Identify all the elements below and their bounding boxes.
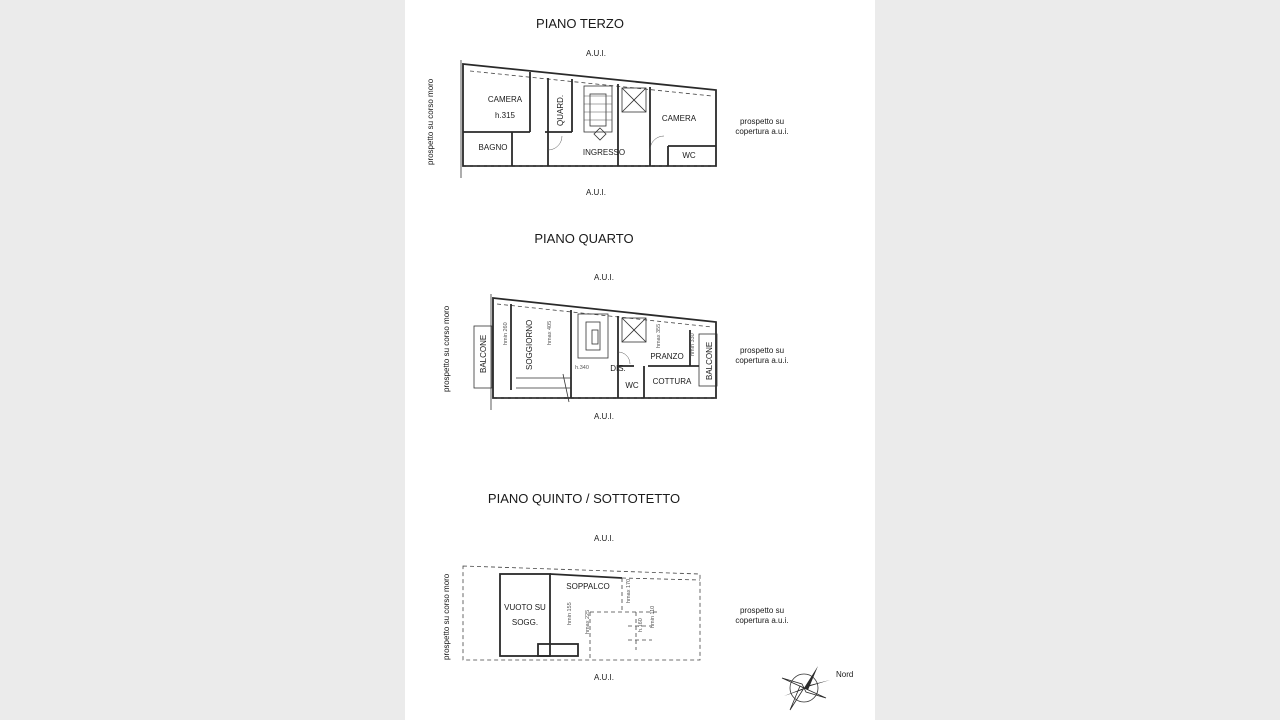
right-note-quinto-1: prospetto su	[739, 606, 785, 615]
outline-quinto	[463, 566, 700, 660]
room-camera-left-height: h.315	[494, 111, 516, 120]
left-note-terzo: prospetto su corso moro	[426, 78, 435, 165]
room-quard: QUARD.	[556, 94, 565, 126]
room-camera-right: CAMERA	[661, 114, 697, 123]
aui-bottom-quarto: A.U.I.	[593, 412, 615, 421]
room-wc-quarto: WC	[625, 381, 639, 390]
aui-top-terzo: A.U.I.	[585, 49, 607, 58]
label-hmin-110: hmin 110	[650, 605, 656, 628]
plan-piano-quinto	[442, 491, 789, 682]
room-camera-left: CAMERA	[487, 95, 523, 104]
floor-plans-drawing	[405, 0, 875, 720]
room-vuoto-1: VUOTO SU	[504, 603, 546, 612]
plan-piano-terzo	[426, 16, 789, 197]
room-soggiorno: SOGGIORNO	[525, 319, 534, 370]
right-note-terzo-2: copertura a.u.i.	[735, 127, 789, 136]
label-hmax-225: hmax 225	[585, 609, 591, 634]
plan-piano-quarto	[442, 231, 789, 421]
room-ingresso: INGRESSO	[582, 148, 626, 157]
title-piano-terzo: PIANO TERZO	[536, 16, 624, 31]
left-note-quinto: prospetto su corso moro	[442, 573, 451, 660]
title-piano-quinto: PIANO QUINTO / SOTTOTETTO	[487, 491, 681, 506]
room-balcone-right: BALCONE	[705, 341, 714, 380]
room-balcone-left: BALCONE	[479, 334, 488, 373]
room-vuoto-2: SOGG.	[511, 618, 539, 627]
room-cottura: COTTURA	[652, 377, 692, 386]
right-note-quarto-2: copertura a.u.i.	[735, 356, 789, 365]
right-note-terzo-1: prospetto su	[739, 117, 785, 126]
aui-bottom-quinto: A.U.I.	[593, 673, 615, 682]
north-label: Nord	[836, 670, 854, 679]
right-note-quinto-2: copertura a.u.i.	[735, 616, 789, 625]
room-dis: DIS.	[610, 364, 626, 373]
room-soppalco: SOPPALCO	[566, 582, 610, 591]
label-hmax-170: hmax 170	[626, 578, 632, 603]
label-hmin-260: hmin 260	[503, 322, 509, 345]
label-h-mid: h.160	[638, 618, 644, 632]
label-hmax-355: hmax 355	[656, 323, 662, 348]
aui-top-quinto: A.U.I.	[593, 534, 615, 543]
aui-top-quarto: A.U.I.	[593, 273, 615, 282]
north-arrow-icon	[782, 666, 830, 710]
label-h340: h.340	[575, 365, 589, 371]
right-note-quarto-1: prospetto su	[739, 346, 785, 355]
aui-bottom-terzo: A.U.I.	[585, 188, 607, 197]
room-bagno: BAGNO	[478, 143, 508, 152]
left-note-quarto: prospetto su corso moro	[442, 305, 451, 392]
drawing-sheet	[405, 0, 875, 720]
label-hmin-330: hmin 330	[690, 333, 696, 356]
room-wc-terzo: WC	[682, 151, 696, 160]
title-piano-quarto: PIANO QUARTO	[534, 231, 634, 246]
label-hmin-155: hmin 155	[567, 602, 573, 625]
label-hmax-405: hmax 405	[547, 320, 553, 345]
room-pranzo: PRANZO	[650, 352, 684, 361]
